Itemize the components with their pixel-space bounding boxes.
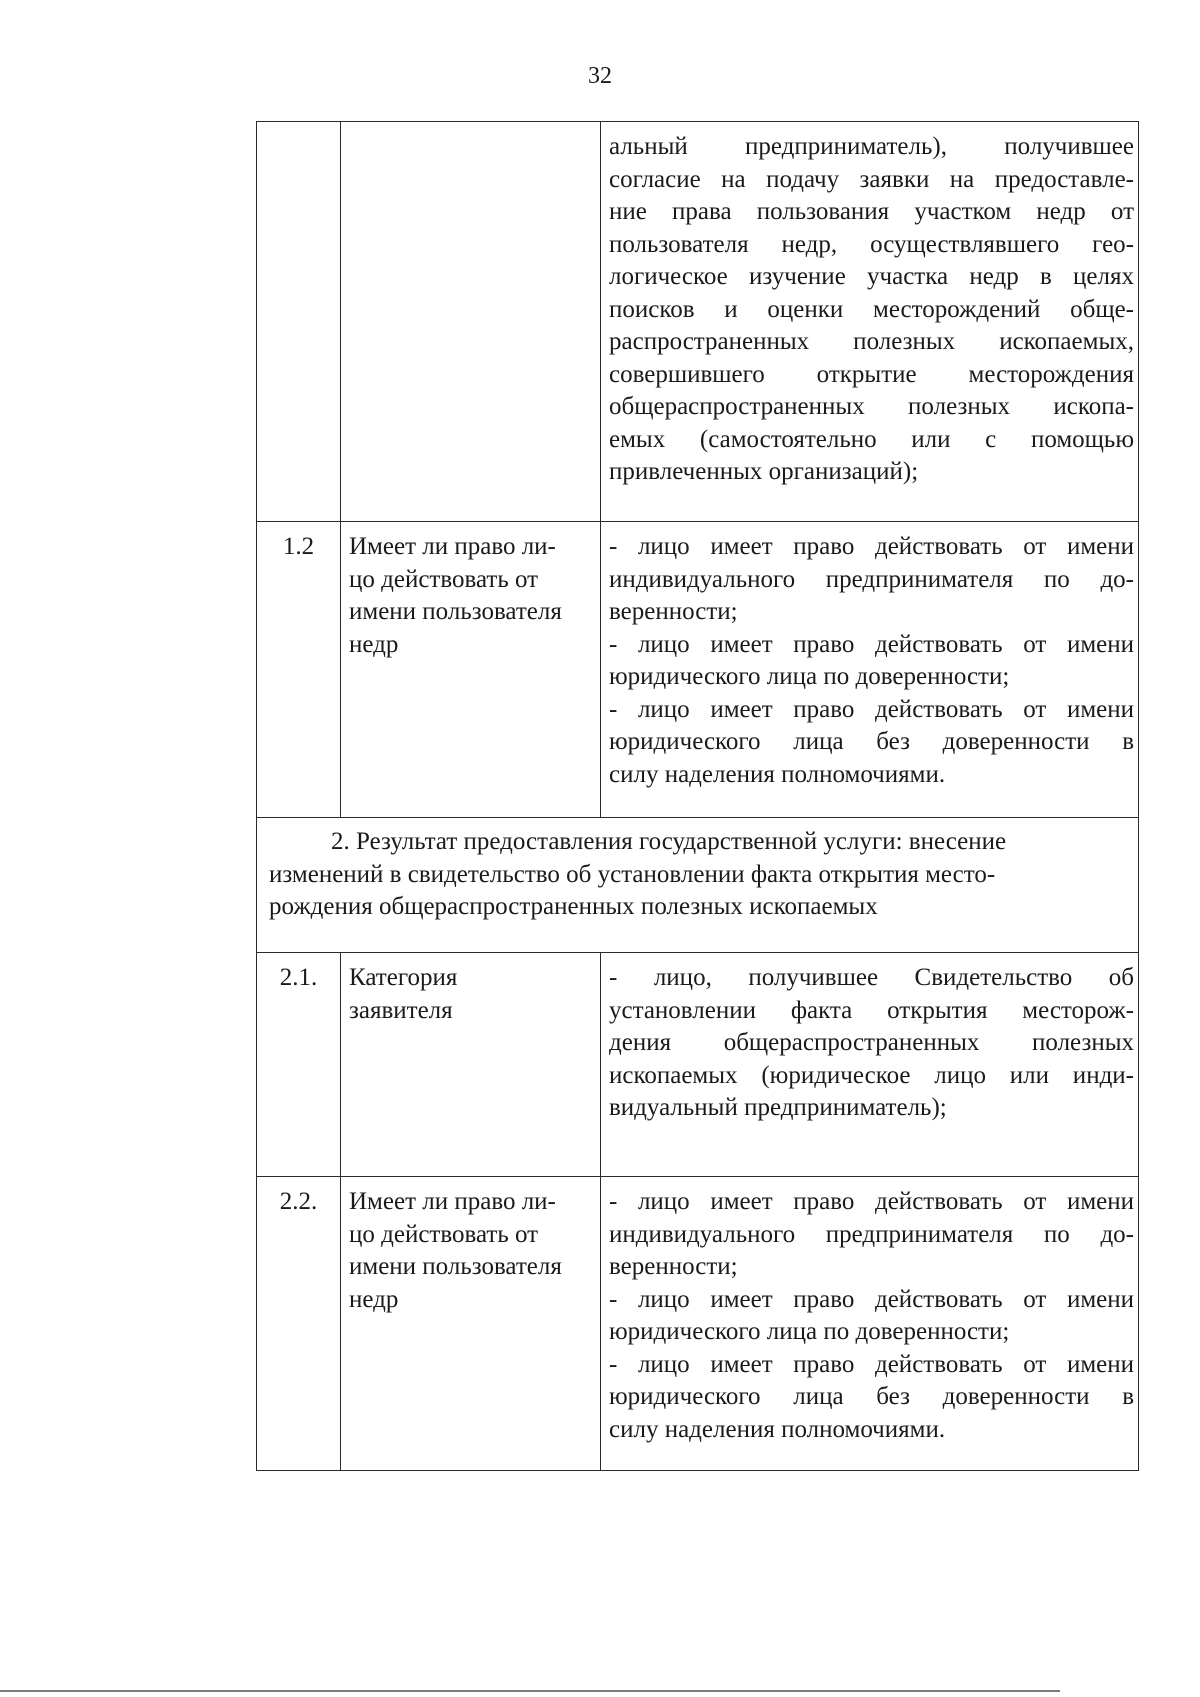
scan-edge-divider: [0, 1690, 1060, 1692]
section-heading-cell: [257, 818, 1139, 953]
answer-line: альный предприниматель), получившее: [609, 133, 1134, 160]
answer-line: совершившего открытие месторождения: [609, 360, 1134, 388]
answer-cell: [601, 953, 1139, 1177]
answer-line: юридического лица по доверенности;: [609, 1318, 1010, 1345]
answer-line: поисков и оценки месторождений обще-: [609, 295, 1134, 323]
table-row: [257, 818, 1139, 953]
answer-line: силу наделения полномочиями.: [609, 1415, 946, 1443]
question-line: цо действовать от: [349, 1220, 539, 1248]
question-line: Категория: [349, 964, 458, 991]
answer-line: - лицо имеет право действовать от имени: [609, 630, 1134, 658]
question-line: недр: [349, 630, 399, 658]
answer-line: пользователя недр, осуществлявшего гео-: [609, 230, 1134, 258]
table-row: [257, 522, 1139, 818]
answer-line: - лицо имеет право действовать от имени: [609, 695, 1134, 723]
answer-line: силу наделения полномочиями.: [609, 760, 946, 788]
answer-line: юридического лица без доверенности в: [609, 728, 1134, 755]
answer-line: - лицо имеет право действовать от имени: [609, 533, 1134, 560]
question-cell: [341, 522, 601, 818]
answer-line: - лицо имеет право действовать от имени: [609, 1285, 1134, 1313]
answer-line: дения общераспространенных полезных: [609, 1029, 1134, 1056]
section-heading-line: 2. Результат предоставления государственной услуги: внесение: [331, 828, 1007, 855]
answer-line: - лицо имеет право действовать от имени: [609, 1350, 1134, 1378]
answer-line: веренности;: [609, 1253, 738, 1280]
question-cell: [341, 953, 601, 1177]
question-line: имени пользователя: [349, 1253, 562, 1280]
table-row: [257, 122, 1139, 522]
answer-line: согласие на подачу заявки на предоставле-: [609, 165, 1134, 193]
answer-cell: [601, 122, 1139, 522]
table-row: [257, 953, 1139, 1177]
answer-line: юридического лица без доверенности в: [609, 1383, 1134, 1410]
answer-line: ние права пользования участком недр от: [609, 198, 1134, 225]
answer-line: - лицо, получившее Свидетельство об: [609, 964, 1134, 991]
answer-line: ископаемых (юридическое лицо или инди-: [609, 1061, 1134, 1089]
answer-line: емых (самостоятельно или с помощью: [609, 425, 1134, 453]
question-line: заявителя: [349, 996, 453, 1024]
answer-line: логическое изучение участка недр в целях: [609, 263, 1134, 290]
row-number-cell: 2.1.: [257, 953, 341, 1177]
question-line: недр: [349, 1285, 399, 1313]
answer-line: юридического лица по доверенности;: [609, 663, 1010, 690]
question-line: Имеет ли право ли-: [349, 533, 556, 560]
row-number-cell: 1.2: [257, 522, 341, 818]
question-line: Имеет ли право ли-: [349, 1188, 556, 1215]
question-cell: [341, 122, 601, 522]
answer-line: индивидуального предпринимателя по до-: [609, 565, 1134, 593]
question-line: цо действовать от: [349, 565, 539, 593]
section-heading-line: рождения общераспространенных полезных ископаемых: [269, 893, 878, 920]
answer-line: видуальный предприниматель);: [609, 1094, 947, 1121]
answer-line: - лицо имеет право действовать от имени: [609, 1188, 1134, 1215]
section-heading-line: изменений в свидетельство об установлении факта открытия место-: [269, 860, 996, 888]
answer-line: распространенных полезных ископаемых,: [609, 328, 1134, 355]
row-number-cell: 2.2.: [257, 1177, 341, 1471]
requirements-table: [256, 121, 1139, 1471]
answer-line: общераспространенных полезных ископа-: [609, 393, 1134, 420]
page-number: 32: [588, 63, 612, 89]
answer-line: привлеченных организаций);: [609, 458, 919, 485]
question-cell: [341, 1177, 601, 1471]
question-line: имени пользователя: [349, 598, 562, 625]
row-number-cell: [257, 122, 341, 522]
answer-line: индивидуального предпринимателя по до-: [609, 1220, 1134, 1248]
answer-line: установлении факта открытия месторож-: [609, 996, 1134, 1024]
answer-cell: [601, 1177, 1139, 1471]
table-row: [257, 1177, 1139, 1471]
answer-line: веренности;: [609, 598, 738, 625]
answer-cell: [601, 522, 1139, 818]
